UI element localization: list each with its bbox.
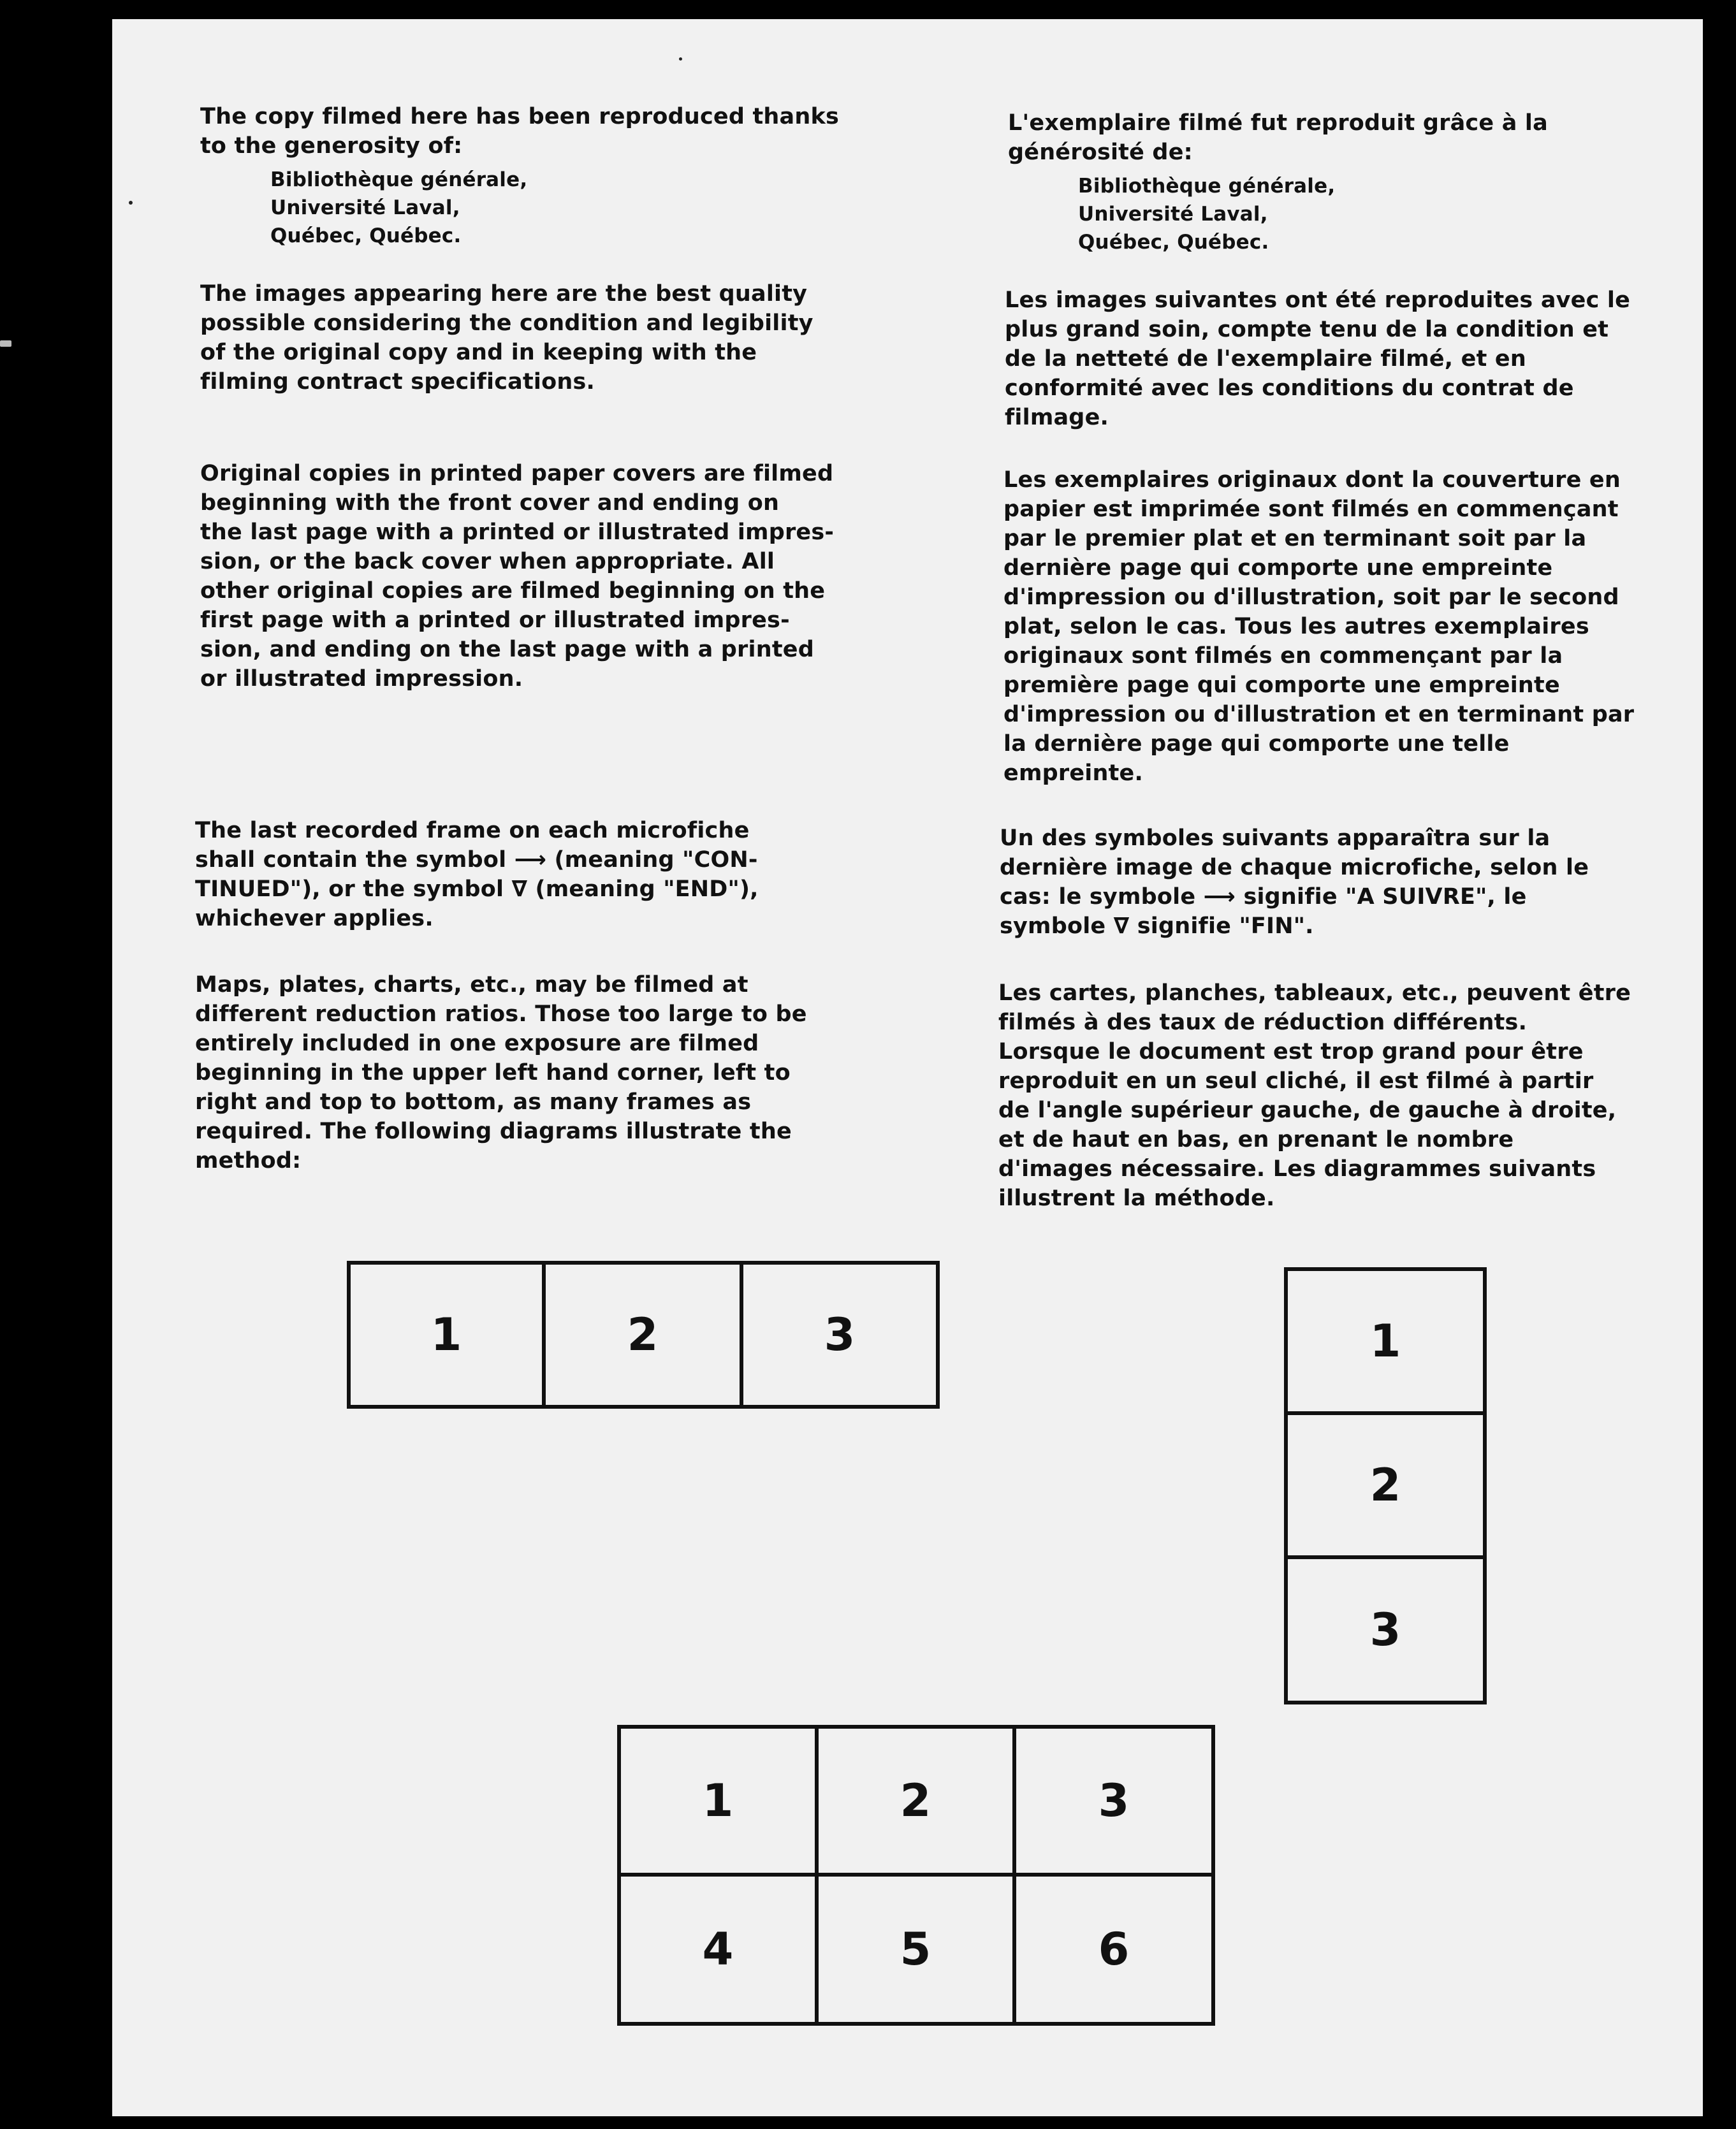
- arrow-right-icon: ⟶: [514, 847, 547, 873]
- acknowledgement-paragraph: The copy filmed here has been reproduced thanks to the generosity of:: [200, 104, 839, 159]
- frame-cell: 5: [900, 1923, 931, 1975]
- column-diagram: [1284, 1267, 1487, 1704]
- row-diagram: [347, 1261, 940, 1409]
- frame-cell: 3: [1098, 1775, 1130, 1827]
- original-copies-paragraph-en: Original copies in printed paper covers are filmed beginning with the front cover and ending on the last page with a printed or illustrated impres- sion, or the back cover when appropriate. All other original copies are filmed beginning on the first page with a printed or illustrated impres- sion, and ending on the last page with a printed or illustrated impression.: [200, 461, 835, 692]
- french-column: [1008, 108, 1548, 256]
- original-copies-paragraph-fr: Les exemplaires originaux dont la couverture en papier est imprimée sont filmés en commençant par le premier plat et en terminant soit par la dernière page qui comporte une empreinte d'impression ou d'illustration, soit par le second plat, selon le cas. Tous les autres exemplaires originaux sont filmés en commençant par la première page qui comporte une empreinte d'impression ou d'illustration et en terminant par la dernière page qui comporte une telle empreinte.: [1003, 467, 1635, 786]
- scan-mark: [0, 340, 11, 347]
- grid-diagram: [617, 1725, 1215, 2026]
- dust-speck: [129, 201, 133, 205]
- triangle-down-icon: ∇: [511, 876, 528, 902]
- arrow-right-icon: ⟶: [1203, 884, 1236, 910]
- maps-paragraph-fr: Les cartes, planches, tableaux, etc., peuvent être filmés à des taux de réduction différents. Lorsque le document est trop grand pour être reproduit en un seul cliché, il est filmé à partir de l'angle supérieur gauche, de gauche à droite, et de haut en bas, en prenant le nombre d'images nécessaire. Les diagrammes suivants illustrent la méthode.: [998, 980, 1631, 1211]
- english-column: [200, 102, 839, 250]
- quality-paragraph-fr: Les images suivantes ont été reproduites avec le plus grand soin, compte tenu de la condition et de la netteté de l'exemplaire filmé, et en conformité avec les conditions du contrat de filmage.: [1005, 287, 1631, 430]
- frame-cell: 6: [1098, 1923, 1130, 1975]
- frame-cell: 2: [627, 1309, 659, 1361]
- symbol-paragraph-en: The last recorded frame on each microfiche shall contain the symbol ⟶ (meaning "CON- TINUED"), or the symbol ∇ (meaning "END"), whichever applies.: [195, 818, 759, 931]
- frame-cell: 3: [824, 1309, 856, 1361]
- frame-cell: 4: [702, 1923, 734, 1975]
- maps-paragraph-en: Maps, plates, charts, etc., may be filmed at different reduction ratios. Those too large to be entirely included in one exposure are filmed beginning in the upper left hand corner, left to right and top to bottom, as many frames as required. The following diagrams illustrate the method:: [195, 972, 807, 1173]
- institution-address: Bibliothèque générale, Université Laval, Québec, Québec.: [270, 168, 528, 247]
- frame-cell: 3: [1369, 1604, 1401, 1656]
- symbol-paragraph-fr: Un des symboles suivants apparaîtra sur la dernière image de chaque microfiche, selon le cas: le symbole ⟶ signifie "A SUIVRE", le symbole ∇ signifie "FIN".: [1000, 825, 1589, 939]
- frame-cell: 2: [1369, 1459, 1401, 1511]
- quality-paragraph-en: The images appearing here are the best quality possible considering the condition and legibility of the original copy and in keeping with the filming contract specifications.: [200, 281, 813, 395]
- acknowledgement-paragraph-fr: L'exemplaire filmé fut reproduit grâce à la générosité de:: [1008, 110, 1548, 165]
- frame-cell: 1: [1369, 1315, 1401, 1367]
- frame-cell: 1: [430, 1309, 462, 1361]
- frame-cell: 1: [702, 1775, 734, 1827]
- triangle-down-icon: ∇: [1113, 913, 1130, 939]
- frame-cell: 2: [900, 1775, 931, 1827]
- microfiche-target-page: [112, 19, 1703, 2116]
- institution-address-fr: Bibliothèque générale, Université Laval, Québec, Québec.: [1078, 175, 1336, 254]
- dust-speck: [679, 57, 682, 61]
